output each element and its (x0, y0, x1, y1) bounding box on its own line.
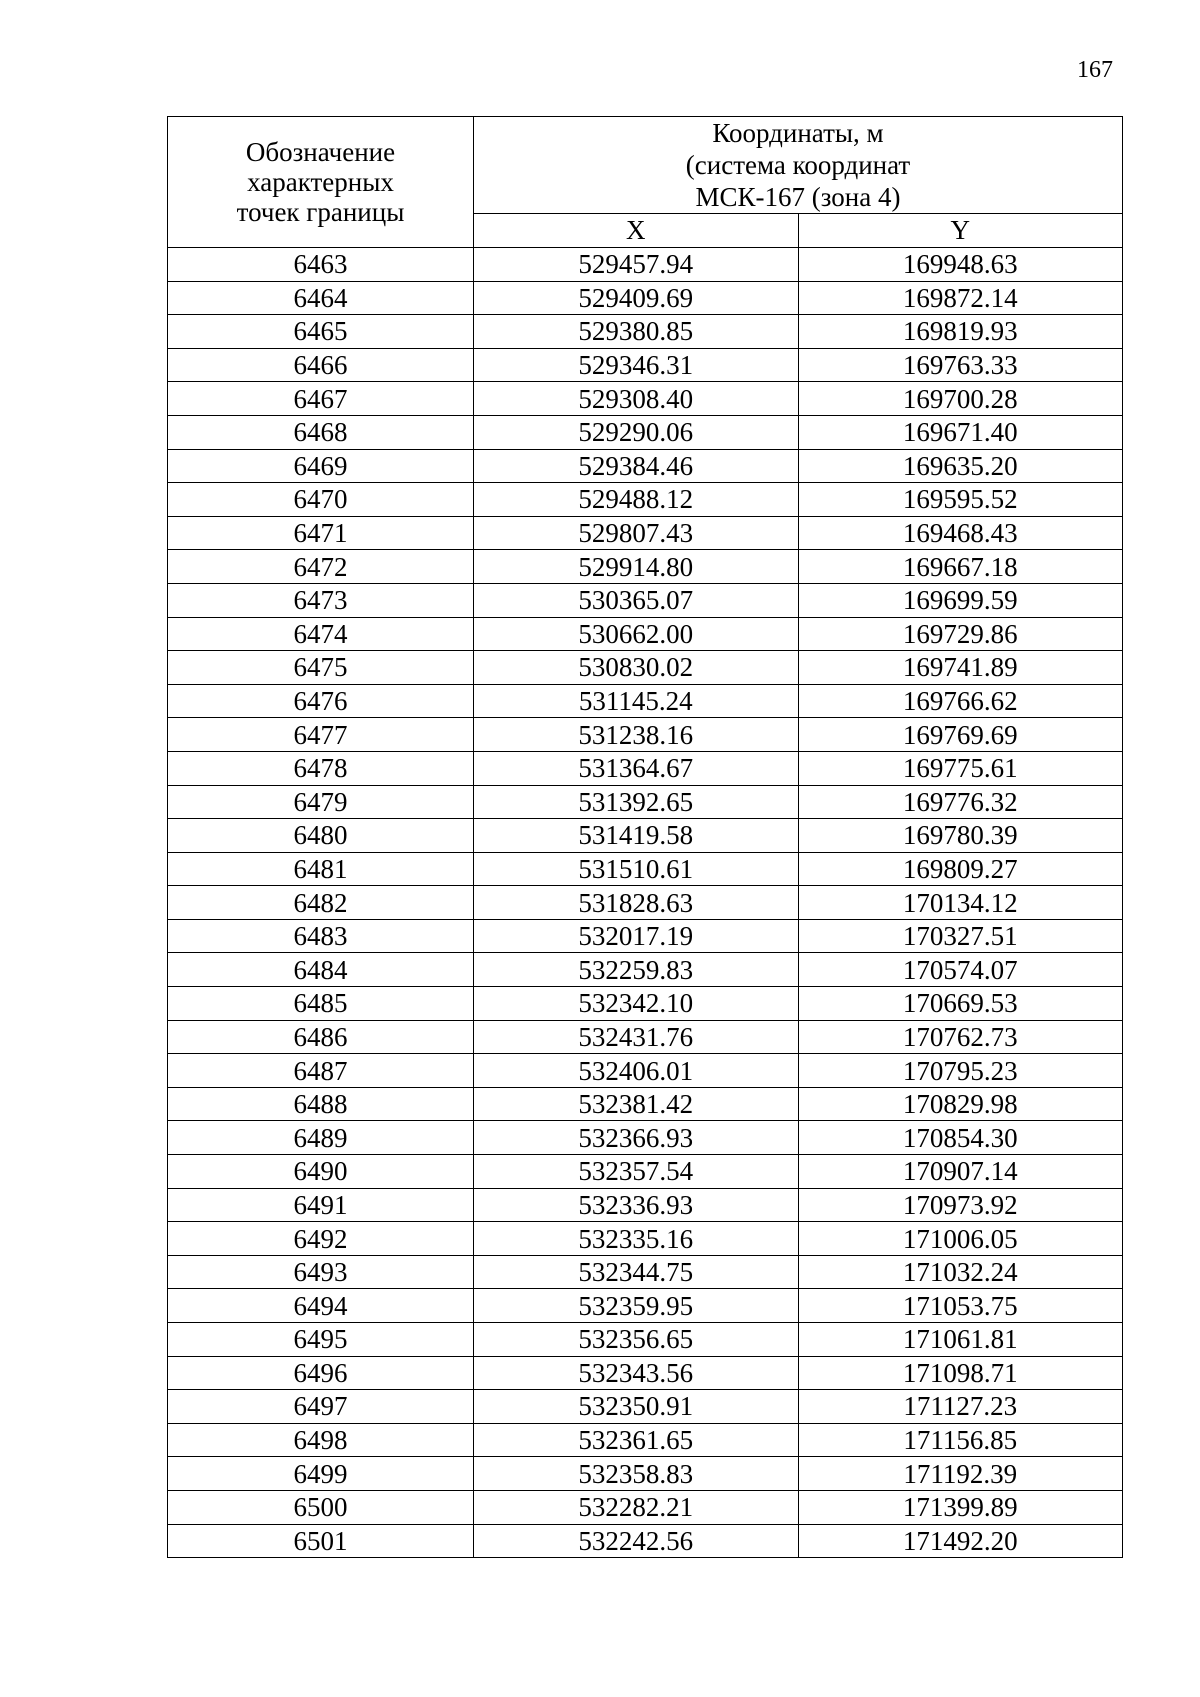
point-cell: 6478 (168, 751, 474, 785)
table-row (168, 785, 1123, 819)
table-row (168, 1255, 1123, 1289)
point-cell: 6493 (168, 1255, 474, 1289)
x-coordinate-cell: 530830.02 (474, 651, 799, 685)
y-coordinate-cell: 170762.73 (798, 1020, 1123, 1054)
point-header-line: характерных (247, 167, 394, 197)
coordinates-table (167, 116, 1123, 1558)
point-cell: 6494 (168, 1289, 474, 1323)
y-coordinate-cell: 171032.24 (798, 1255, 1123, 1289)
table-row (168, 684, 1123, 718)
table-row (168, 1155, 1123, 1189)
table-row (168, 348, 1123, 382)
table-row (168, 1054, 1123, 1088)
table-row (168, 449, 1123, 483)
table-row (168, 1121, 1123, 1155)
x-coordinate-cell: 532366.93 (474, 1121, 799, 1155)
y-coordinate-cell: 169819.93 (798, 315, 1123, 349)
table-row (168, 1188, 1123, 1222)
x-coordinate-cell: 532431.76 (474, 1020, 799, 1054)
x-column-header: X (474, 214, 799, 248)
x-coordinate-cell: 529380.85 (474, 315, 799, 349)
table-row (168, 819, 1123, 853)
table-row (168, 617, 1123, 651)
point-cell: 6473 (168, 583, 474, 617)
point-cell: 6492 (168, 1222, 474, 1256)
coordinates-column-header (474, 117, 1123, 214)
point-cell: 6481 (168, 852, 474, 886)
y-coordinate-cell: 169763.33 (798, 348, 1123, 382)
table-row (168, 751, 1123, 785)
point-cell: 6483 (168, 919, 474, 953)
table-header (168, 117, 1123, 248)
table-row (168, 1222, 1123, 1256)
x-coordinate-cell: 532359.95 (474, 1289, 799, 1323)
x-coordinate-cell: 529346.31 (474, 348, 799, 382)
y-coordinate-cell: 169635.20 (798, 449, 1123, 483)
table-row (168, 651, 1123, 685)
x-coordinate-cell: 531145.24 (474, 684, 799, 718)
x-coordinate-cell: 530365.07 (474, 583, 799, 617)
x-coordinate-cell: 532335.16 (474, 1222, 799, 1256)
y-coordinate-cell: 171006.05 (798, 1222, 1123, 1256)
y-coordinate-cell: 170973.92 (798, 1188, 1123, 1222)
table-row (168, 516, 1123, 550)
point-cell: 6472 (168, 550, 474, 584)
x-coordinate-cell: 532336.93 (474, 1188, 799, 1222)
table-row (168, 953, 1123, 987)
point-cell: 6487 (168, 1054, 474, 1088)
point-cell: 6484 (168, 953, 474, 987)
table-row (168, 550, 1123, 584)
y-coordinate-cell: 169809.27 (798, 852, 1123, 886)
y-coordinate-cell: 170795.23 (798, 1054, 1123, 1088)
x-coordinate-cell: 532406.01 (474, 1054, 799, 1088)
y-column-header: Y (798, 214, 1123, 248)
y-coordinate-cell: 171053.75 (798, 1289, 1123, 1323)
table-row (168, 1390, 1123, 1424)
y-coordinate-cell: 169741.89 (798, 651, 1123, 685)
y-coordinate-cell: 170907.14 (798, 1155, 1123, 1189)
y-coordinate-cell: 171399.89 (798, 1490, 1123, 1524)
x-coordinate-cell: 532361.65 (474, 1423, 799, 1457)
point-cell: 6482 (168, 886, 474, 920)
point-cell: 6501 (168, 1524, 474, 1558)
page-number: 167 (1077, 57, 1113, 83)
y-coordinate-cell: 171061.81 (798, 1323, 1123, 1357)
y-coordinate-cell: 169776.32 (798, 785, 1123, 819)
point-header-line: Обозначение (245, 137, 396, 167)
point-column-header (168, 117, 474, 248)
y-coordinate-cell: 169699.59 (798, 583, 1123, 617)
table-row (168, 1087, 1123, 1121)
table-row (168, 852, 1123, 886)
table-row (168, 583, 1123, 617)
y-coordinate-cell: 171492.20 (798, 1524, 1123, 1558)
y-coordinate-cell: 169766.62 (798, 684, 1123, 718)
coords-header-line: МСК-167 (зона 4) (695, 182, 901, 212)
x-coordinate-cell: 531828.63 (474, 886, 799, 920)
y-coordinate-cell: 169700.28 (798, 382, 1123, 416)
table-row (168, 382, 1123, 416)
point-cell: 6476 (168, 684, 474, 718)
point-cell: 6469 (168, 449, 474, 483)
table-row (168, 483, 1123, 517)
y-coordinate-cell: 169729.86 (798, 617, 1123, 651)
x-coordinate-cell: 532242.56 (474, 1524, 799, 1558)
table-row (168, 919, 1123, 953)
x-coordinate-cell: 532358.83 (474, 1457, 799, 1491)
x-coordinate-cell: 532259.83 (474, 953, 799, 987)
table-row (168, 1356, 1123, 1390)
y-coordinate-cell: 170669.53 (798, 987, 1123, 1021)
table-row (168, 886, 1123, 920)
y-coordinate-cell: 170327.51 (798, 919, 1123, 953)
y-coordinate-cell: 169671.40 (798, 415, 1123, 449)
x-coordinate-cell: 529807.43 (474, 516, 799, 550)
y-coordinate-cell: 169595.52 (798, 483, 1123, 517)
point-cell: 6465 (168, 315, 474, 349)
point-cell: 6467 (168, 382, 474, 416)
point-cell: 6477 (168, 718, 474, 752)
point-cell: 6466 (168, 348, 474, 382)
x-coordinate-cell: 532342.10 (474, 987, 799, 1021)
point-cell: 6464 (168, 281, 474, 315)
y-coordinate-cell: 170574.07 (798, 953, 1123, 987)
point-cell: 6489 (168, 1121, 474, 1155)
y-coordinate-cell: 171156.85 (798, 1423, 1123, 1457)
x-coordinate-cell: 529409.69 (474, 281, 799, 315)
coords-header-line: Координаты, м (712, 118, 884, 148)
table-row (168, 987, 1123, 1021)
y-coordinate-cell: 169769.69 (798, 718, 1123, 752)
point-cell: 6491 (168, 1188, 474, 1222)
table-row (168, 718, 1123, 752)
x-coordinate-cell: 529308.40 (474, 382, 799, 416)
y-coordinate-cell: 169468.43 (798, 516, 1123, 550)
x-coordinate-cell: 532017.19 (474, 919, 799, 953)
point-cell: 6499 (168, 1457, 474, 1491)
point-cell: 6490 (168, 1155, 474, 1189)
table-row (168, 1323, 1123, 1357)
point-cell: 6474 (168, 617, 474, 651)
point-cell: 6498 (168, 1423, 474, 1457)
point-cell: 6485 (168, 987, 474, 1021)
x-coordinate-cell: 531392.65 (474, 785, 799, 819)
point-cell: 6475 (168, 651, 474, 685)
y-coordinate-cell: 169948.63 (798, 248, 1123, 282)
x-coordinate-cell: 531364.67 (474, 751, 799, 785)
point-cell: 6500 (168, 1490, 474, 1524)
y-coordinate-cell: 170829.98 (798, 1087, 1123, 1121)
x-coordinate-cell: 532350.91 (474, 1390, 799, 1424)
table-row (168, 315, 1123, 349)
y-coordinate-cell: 169667.18 (798, 550, 1123, 584)
point-cell: 6463 (168, 248, 474, 282)
table-row (168, 248, 1123, 282)
x-coordinate-cell: 532343.56 (474, 1356, 799, 1390)
header-row-top (168, 117, 1123, 214)
x-coordinate-cell: 532356.65 (474, 1323, 799, 1357)
x-coordinate-cell: 532381.42 (474, 1087, 799, 1121)
x-coordinate-cell: 530662.00 (474, 617, 799, 651)
point-cell: 6471 (168, 516, 474, 550)
point-header-line: точек границы (236, 197, 405, 227)
x-coordinate-cell: 529384.46 (474, 449, 799, 483)
point-cell: 6497 (168, 1390, 474, 1424)
table-row (168, 281, 1123, 315)
table-row (168, 415, 1123, 449)
point-cell: 6470 (168, 483, 474, 517)
table-row (168, 1490, 1123, 1524)
point-cell: 6488 (168, 1087, 474, 1121)
y-coordinate-cell: 170134.12 (798, 886, 1123, 920)
y-coordinate-cell: 169872.14 (798, 281, 1123, 315)
coords-header-line: (система координат (685, 150, 911, 180)
y-coordinate-cell: 169775.61 (798, 751, 1123, 785)
point-cell: 6468 (168, 415, 474, 449)
x-coordinate-cell: 531238.16 (474, 718, 799, 752)
table-row (168, 1457, 1123, 1491)
x-coordinate-cell: 532282.21 (474, 1490, 799, 1524)
table-row (168, 1423, 1123, 1457)
x-coordinate-cell: 531419.58 (474, 819, 799, 853)
x-coordinate-cell: 532357.54 (474, 1155, 799, 1189)
x-coordinate-cell: 529914.80 (474, 550, 799, 584)
x-coordinate-cell: 529488.12 (474, 483, 799, 517)
x-coordinate-cell: 532344.75 (474, 1255, 799, 1289)
y-coordinate-cell: 171192.39 (798, 1457, 1123, 1491)
x-coordinate-cell: 529457.94 (474, 248, 799, 282)
point-cell: 6480 (168, 819, 474, 853)
x-coordinate-cell: 529290.06 (474, 415, 799, 449)
point-cell: 6495 (168, 1323, 474, 1357)
y-coordinate-cell: 169780.39 (798, 819, 1123, 853)
table-row (168, 1020, 1123, 1054)
y-coordinate-cell: 171098.71 (798, 1356, 1123, 1390)
x-coordinate-cell: 531510.61 (474, 852, 799, 886)
table-body (168, 248, 1123, 1558)
y-coordinate-cell: 171127.23 (798, 1390, 1123, 1424)
table-row (168, 1524, 1123, 1558)
point-cell: 6486 (168, 1020, 474, 1054)
point-cell: 6496 (168, 1356, 474, 1390)
table-row (168, 1289, 1123, 1323)
y-coordinate-cell: 170854.30 (798, 1121, 1123, 1155)
point-cell: 6479 (168, 785, 474, 819)
